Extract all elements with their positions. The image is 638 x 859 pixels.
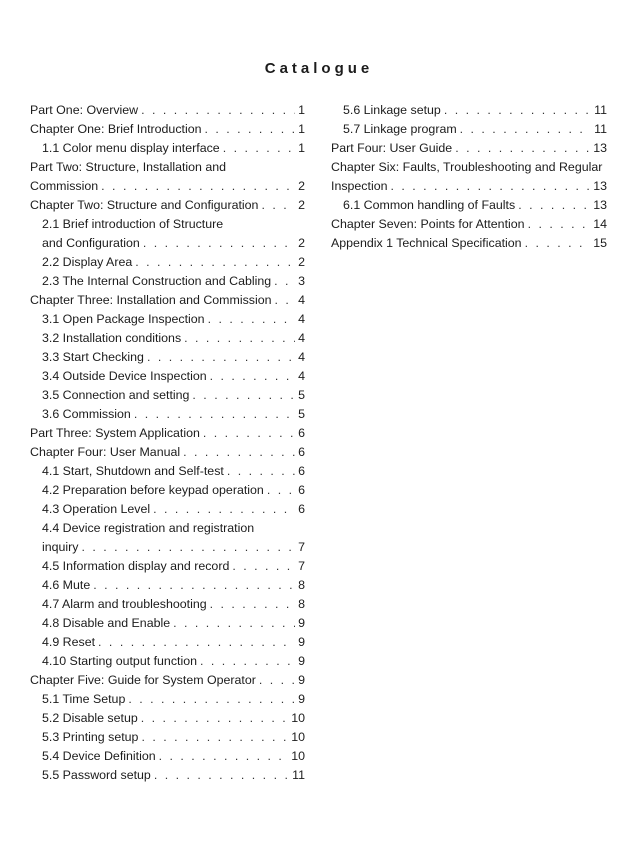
toc-entry[interactable]: [30, 120, 305, 139]
dot-leader: [93, 576, 295, 595]
toc-entry-line1: 2.1 Brief introduction of Structure: [42, 217, 224, 231]
toc-entry[interactable]: [331, 120, 607, 139]
toc-entry-page-number: 2: [298, 236, 305, 250]
toc-entry-page-number: 11: [292, 768, 305, 782]
dot-leader: [173, 614, 295, 633]
toc-entry-page-number: 10: [291, 711, 305, 725]
dot-leader: [210, 367, 295, 386]
dot-leader: [444, 101, 591, 120]
toc-entry[interactable]: [331, 101, 607, 120]
dot-leader: [267, 481, 295, 500]
toc-entry-title: 5.5 Password setup: [42, 768, 151, 782]
toc-entry-title: inquiry: [42, 540, 79, 554]
toc-entry[interactable]: [30, 234, 305, 253]
toc-entry-page-number: 9: [298, 616, 305, 630]
dot-leader: [210, 595, 295, 614]
toc-entry[interactable]: [30, 538, 305, 557]
dot-leader: [183, 443, 295, 462]
dot-leader: [141, 709, 288, 728]
toc-left-column: [30, 101, 305, 785]
page-title: Catalogue: [264, 60, 374, 77]
toc-entry[interactable]: [331, 177, 607, 196]
toc-entry-page-number: 7: [298, 559, 305, 573]
dot-leader: [154, 766, 289, 785]
toc-entry[interactable]: [30, 747, 305, 766]
dot-leader: [141, 101, 295, 120]
dot-leader: [101, 177, 295, 196]
toc-entry-title: 5.1 Time Setup: [42, 692, 126, 706]
toc-entry-title: Inspection: [331, 179, 388, 193]
toc-entry-title: 3.6 Commission: [42, 407, 131, 421]
toc-entry-page-number: 3: [298, 274, 305, 288]
toc-entry[interactable]: [30, 595, 305, 614]
dot-leader: [261, 196, 295, 215]
toc-entry[interactable]: [30, 405, 305, 424]
dot-leader: [208, 310, 296, 329]
toc-entry-title: Part One: Overview: [30, 103, 139, 117]
dot-leader: [525, 234, 591, 253]
toc-entry-title: Part Three: System Application: [30, 426, 200, 440]
dot-leader: [227, 462, 295, 481]
dot-leader: [135, 253, 295, 272]
toc-entry[interactable]: [30, 709, 305, 728]
toc-entry-title: 2.3 The Internal Construction and Cabling: [42, 274, 272, 288]
toc-entry-page-number: 7: [298, 540, 305, 554]
toc-entry-title: 6.1 Common handling of Faults: [343, 198, 516, 212]
toc-entry-title: 5.6 Linkage setup: [343, 103, 441, 117]
toc-entry-title: 1.1 Color menu display interface: [42, 141, 220, 155]
dot-leader: [134, 405, 295, 424]
toc-entry[interactable]: [30, 310, 305, 329]
dot-leader: [203, 424, 295, 443]
toc-entry-title: Chapter Seven: Points for Attention: [331, 217, 525, 231]
toc-entry-page-number: 9: [298, 692, 305, 706]
toc-entry[interactable]: [30, 633, 305, 652]
toc-entry[interactable]: [30, 348, 305, 367]
toc-entry-line1: Part Two: Structure, Installation and: [30, 160, 227, 174]
toc-entry-page-number: 6: [298, 445, 305, 459]
dot-leader: [159, 747, 289, 766]
toc-entry-page-number: 5: [298, 388, 305, 402]
dot-leader: [518, 196, 590, 215]
toc-entry-title: 3.4 Outside Device Inspection: [42, 369, 207, 383]
toc-entry-page-number: 14: [593, 217, 607, 231]
toc-entry-title: 4.3 Operation Level: [42, 502, 151, 516]
toc-entry-title: Part Four: User Guide: [331, 141, 453, 155]
toc-entry[interactable]: [30, 576, 305, 595]
toc-entry[interactable]: [30, 253, 305, 272]
toc-entry[interactable]: [331, 234, 607, 253]
dot-leader: [455, 139, 590, 158]
toc-entry-page-number: 6: [298, 426, 305, 440]
toc-entry[interactable]: [30, 424, 305, 443]
toc-entry-page-number: 9: [298, 635, 305, 649]
toc-entry[interactable]: [30, 557, 305, 576]
toc-entry[interactable]: [30, 443, 305, 462]
toc-entry-title: 4.9 Reset: [42, 635, 96, 649]
toc-entry[interactable]: [30, 101, 305, 120]
dot-leader: [184, 329, 295, 348]
toc-entry[interactable]: [30, 766, 305, 785]
toc-entry[interactable]: [30, 139, 305, 158]
toc-entry-line1: 4.4 Device registration and registration: [42, 521, 255, 535]
toc-entry-page-number: 4: [298, 331, 305, 345]
toc-entry-page-number: 6: [298, 483, 305, 497]
toc-entry-title: Appendix 1 Technical Specification: [331, 236, 522, 250]
toc-entry-page-number: 4: [298, 350, 305, 364]
toc-entry-title: 4.5 Information display and record: [42, 559, 230, 573]
toc-entry-title: and Configuration: [42, 236, 140, 250]
toc-entry-title: 3.1 Open Package Inspection: [42, 312, 205, 326]
dot-leader: [98, 633, 295, 652]
toc-entry[interactable]: [30, 671, 305, 690]
toc-entry[interactable]: [30, 690, 305, 709]
toc-entry-title: 5.4 Device Definition: [42, 749, 156, 763]
toc-entry[interactable]: [30, 272, 305, 291]
toc-entry[interactable]: [331, 215, 607, 234]
toc-entry[interactable]: [30, 177, 305, 196]
dot-leader: [147, 348, 295, 367]
toc-entry-page-number: 2: [298, 255, 305, 269]
toc-entry-title: 4.7 Alarm and troubleshooting: [42, 597, 207, 611]
toc-entry-title: 3.2 Installation conditions: [42, 331, 182, 345]
toc-entry-page-number: 4: [298, 312, 305, 326]
toc-entry-title: Chapter Three: Installation and Commission: [30, 293, 272, 307]
dot-leader: [259, 671, 295, 690]
toc-entry[interactable]: [30, 367, 305, 386]
dot-leader: [153, 500, 295, 519]
toc-entry-page-number: 9: [298, 673, 305, 687]
toc-entry-title: 4.10 Starting output function: [42, 654, 197, 668]
dot-leader: [192, 386, 295, 405]
toc-entry[interactable]: [30, 462, 305, 481]
toc-entry-page-number: 2: [298, 198, 305, 212]
toc-entry-page-number: 6: [298, 464, 305, 478]
toc-entry-title: 5.7 Linkage program: [343, 122, 457, 136]
toc-entry-page-number: 15: [593, 236, 607, 250]
toc-entry-title: Chapter Four: User Manual: [30, 445, 181, 459]
dot-leader: [205, 120, 296, 139]
toc-entry-page-number: 13: [593, 198, 607, 212]
toc-entry-title: Chapter Two: Structure and Configuration: [30, 198, 259, 212]
toc-entry[interactable]: [30, 652, 305, 671]
toc-entry[interactable]: [30, 614, 305, 633]
toc-entry-line1: Chapter Six: Faults, Troubleshooting and Regular: [331, 160, 603, 174]
toc-entry-title: Chapter Five: Guide for System Operator: [30, 673, 256, 687]
toc-entry-page-number: 11: [594, 122, 607, 136]
toc-entry-page-number: 1: [298, 141, 305, 155]
toc-entry-page-number: 4: [298, 293, 305, 307]
toc-entry-page-number: 13: [593, 179, 607, 193]
toc-entry-page-number: 6: [298, 502, 305, 516]
dot-leader: [274, 272, 295, 291]
toc-entry[interactable]: [30, 386, 305, 405]
dot-leader: [128, 690, 295, 709]
toc-entry-page-number: 4: [298, 369, 305, 383]
toc-entry-page-number: 9: [298, 654, 305, 668]
toc-entry-title: 3.5 Connection and setting: [42, 388, 190, 402]
toc-entry-title: Commission: [30, 179, 99, 193]
toc-entry[interactable]: [30, 728, 305, 747]
dot-leader: [390, 177, 590, 196]
toc-entry-page-number: 8: [298, 578, 305, 592]
toc-entry-title: 3.3 Start Checking: [42, 350, 144, 364]
toc-entry[interactable]: [30, 500, 305, 519]
toc-entry[interactable]: [30, 291, 305, 310]
toc-entry-title: 5.2 Disable setup: [42, 711, 138, 725]
toc-entry-title: 4.6 Mute: [42, 578, 91, 592]
dot-leader: [232, 557, 295, 576]
toc-entry-page-number: 10: [291, 730, 305, 744]
toc-entry-title: 5.3 Printing setup: [42, 730, 139, 744]
toc-entry-page-number: 13: [593, 141, 607, 155]
dot-leader: [141, 728, 288, 747]
dot-leader: [82, 538, 296, 557]
toc-entry-title: 4.2 Preparation before keypad operation: [42, 483, 264, 497]
toc-entry[interactable]: [30, 329, 305, 348]
dot-leader: [460, 120, 591, 139]
toc-entry-title: 4.1 Start, Shutdown and Self-test: [42, 464, 224, 478]
toc-entry-title: Chapter One: Brief Introduction: [30, 122, 202, 136]
toc-entry-page-number: 8: [298, 597, 305, 611]
toc-entry-page-number: 2: [298, 179, 305, 193]
toc-entry-page-number: 1: [298, 103, 305, 117]
toc-entry[interactable]: [331, 196, 607, 215]
toc-entry[interactable]: [331, 139, 607, 158]
dot-leader: [143, 234, 295, 253]
toc-entry[interactable]: [30, 481, 305, 500]
dot-leader: [200, 652, 295, 671]
toc-entry-page-number: 1: [298, 122, 305, 136]
toc-entry-title: 4.8 Disable and Enable: [42, 616, 171, 630]
dot-leader: [275, 291, 296, 310]
toc-entry-page-number: 10: [291, 749, 305, 763]
toc-right-column: [331, 101, 607, 253]
toc-entry-title: 2.2 Display Area: [42, 255, 133, 269]
toc-entry-page-number: 5: [298, 407, 305, 421]
dot-leader: [223, 139, 295, 158]
dot-leader: [528, 215, 591, 234]
toc-entry-page-number: 11: [594, 103, 607, 117]
toc-entry[interactable]: [30, 196, 305, 215]
